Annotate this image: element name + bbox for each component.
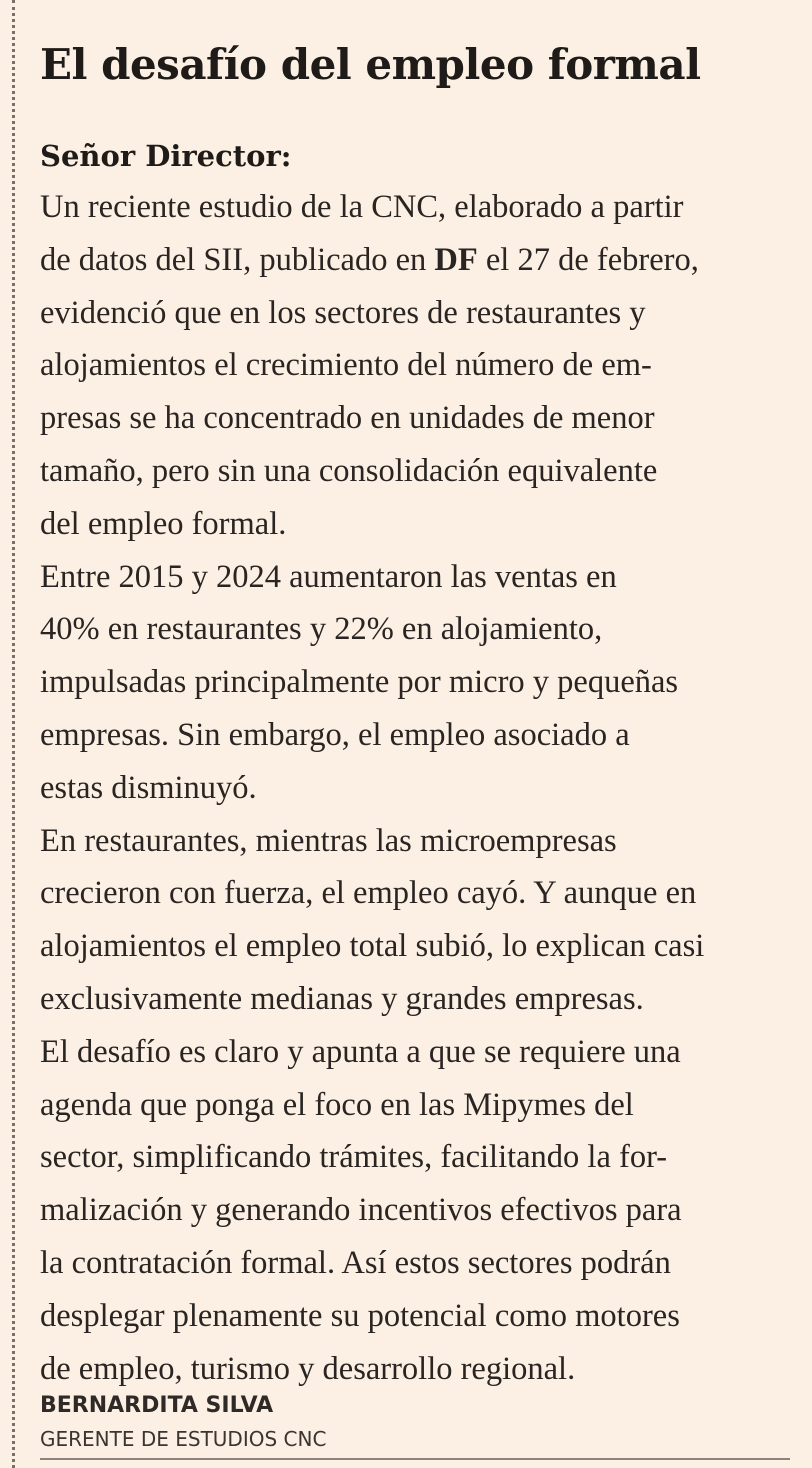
body-text-segment: sector, simplificando trámites, facilitando la for- <box>40 1139 668 1176</box>
body-line <box>40 656 792 709</box>
body-line <box>40 339 792 392</box>
body-text-segment: presas se ha concentrado en unidades de menor <box>40 400 655 437</box>
body-text-emphasis: DF <box>434 241 478 278</box>
body-line <box>40 498 792 551</box>
body-text-segment: el 27 de febrero, <box>477 241 699 278</box>
signature-name: BERNARDITA SILVA <box>40 1393 274 1418</box>
body-line <box>40 920 792 973</box>
body-line <box>40 1184 792 1237</box>
body-text-segment: alojamientos el empleo total subió, lo explican casi <box>40 928 705 965</box>
body-line <box>40 973 792 1026</box>
body-line <box>40 287 792 340</box>
body-line <box>40 1131 792 1184</box>
body-text-segment: impulsadas principalmente por micro y pequeñas <box>40 664 679 701</box>
body-line <box>40 867 792 920</box>
body-text-segment: crecieron con fuerza, el empleo cayó. Y aunque en <box>40 875 697 912</box>
dotted-column-divider <box>12 0 15 1468</box>
letter-body <box>40 181 792 1395</box>
body-text-segment: El desafío es claro y apunta a que se requiere una <box>40 1033 681 1070</box>
body-line <box>40 709 792 762</box>
body-text-segment: Un reciente estudio de la CNC, elaborado a partir <box>40 189 684 225</box>
body-line <box>40 551 792 604</box>
body-text-segment: empresas. Sin embargo, el empleo asociado a <box>40 716 630 753</box>
body-text-segment: del empleo formal. <box>40 505 287 542</box>
body-text-segment: tamaño, pero sin una consolidación equivalente <box>40 452 658 489</box>
body-line <box>40 392 792 445</box>
body-text-segment: la contratación formal. Así estos sectores podrán <box>40 1244 671 1281</box>
body-text-segment: Entre 2015 y 2024 aumentaron las ventas en <box>40 558 617 595</box>
body-line <box>40 234 792 287</box>
body-text-segment: 40% en restaurantes y 22% en alojamiento, <box>40 611 603 648</box>
letter-headline: El desafío del empleo formal <box>40 40 701 89</box>
body-line <box>40 445 792 498</box>
body-text-segment: de empleo, turismo y desarrollo regional. <box>40 1350 576 1387</box>
body-line <box>40 1079 792 1132</box>
body-text-segment: desplegar plenamente su potencial como motores <box>40 1297 680 1334</box>
body-text-segment: evidenció que en los sectores de restaurantes y <box>40 294 646 331</box>
body-line <box>40 603 792 656</box>
body-text-segment: malización y generando incentivos efectivos para <box>40 1192 682 1229</box>
body-line <box>40 1237 792 1290</box>
body-text-segment: agenda que ponga el foco en las Mipymes del <box>40 1086 634 1123</box>
body-line <box>40 1026 792 1079</box>
body-text-segment: exclusivamente medianas y grandes empresas. <box>40 980 644 1017</box>
body-text-segment: estas disminuyó. <box>40 769 257 806</box>
body-line <box>40 181 792 234</box>
body-line <box>40 1290 792 1343</box>
body-text-segment: alojamientos el crecimiento del número de em- <box>40 347 652 384</box>
bottom-divider <box>40 1458 790 1460</box>
signature-role: GERENTE DE ESTUDIOS CNC <box>40 1427 327 1451</box>
letter-salutation: Señor Director: <box>40 139 292 173</box>
body-text-segment: En restaurantes, mientras las microempresas <box>40 822 617 859</box>
body-line <box>40 762 792 815</box>
body-text-segment: de datos del SII, publicado en <box>40 241 435 278</box>
body-line <box>40 815 792 868</box>
